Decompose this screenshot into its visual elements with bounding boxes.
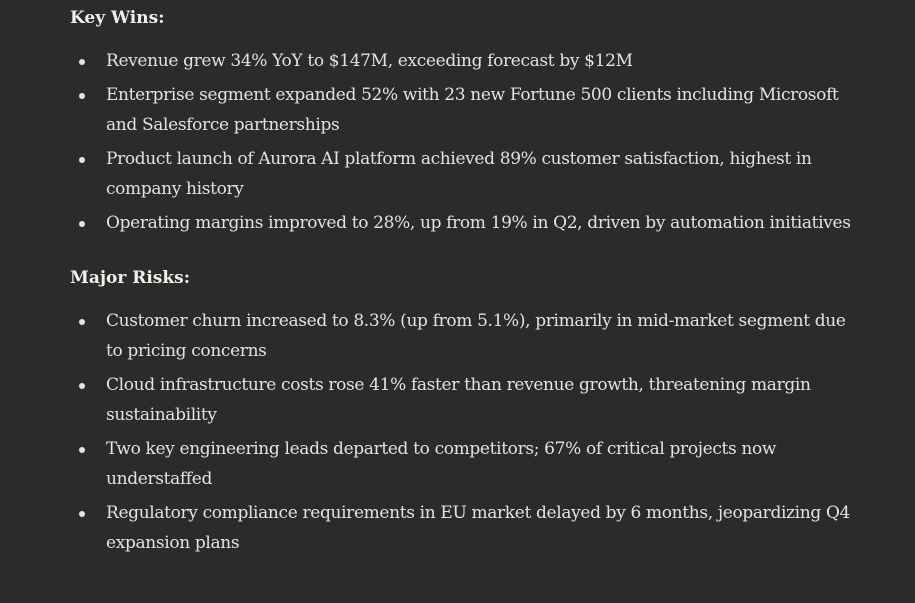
- list-item-text: Enterprise segment expanded 52% with 23 new Fortune 500 clients including Microsoft and Salesforce partnerships: [106, 85, 839, 135]
- list-item-text: Product launch of Aurora AI platform achieved 89% customer satisfaction, highest in company history: [106, 149, 812, 199]
- list-item: [70, 370, 860, 430]
- bullet-icon: [79, 383, 85, 389]
- list-item-text: Regulatory compliance requirements in EU market delayed by 6 months, jeopardizing Q4 expansion plans: [106, 503, 851, 553]
- bullet-icon: [79, 319, 85, 325]
- list-item: [70, 434, 860, 494]
- list-item: [70, 46, 860, 76]
- list-item-text: Customer churn increased to 8.3% (up from 5.1%), primarily in mid-market segment due to pricing concerns: [106, 311, 846, 361]
- bullet-icon: [79, 59, 85, 65]
- key-wins-heading: Key Wins:: [70, 8, 165, 28]
- list-item: [70, 498, 860, 558]
- bullet-icon: [79, 447, 85, 453]
- bullet-icon: [79, 221, 85, 227]
- list-item: [70, 306, 860, 366]
- bullet-icon: [79, 511, 85, 517]
- major-risks-list: [70, 306, 860, 558]
- list-item: [70, 80, 860, 140]
- list-item: [70, 144, 860, 204]
- bullet-icon: [79, 93, 85, 99]
- list-item: [70, 208, 860, 238]
- major-risks-heading: Major Risks:: [70, 268, 190, 288]
- list-item-text: Operating margins improved to 28%, up from 19% in Q2, driven by automation initiatives: [106, 213, 851, 233]
- list-item-text: Cloud infrastructure costs rose 41% faster than revenue growth, threatening margin sustainability: [106, 375, 811, 425]
- list-item-text: Two key engineering leads departed to competitors; 67% of critical projects now understaffed: [106, 439, 777, 489]
- key-wins-list: [70, 46, 860, 238]
- bullet-icon: [79, 157, 85, 163]
- message-content: [70, 0, 860, 562]
- list-item-text: Revenue grew 34% YoY to $147M, exceeding forecast by $12M: [106, 51, 633, 71]
